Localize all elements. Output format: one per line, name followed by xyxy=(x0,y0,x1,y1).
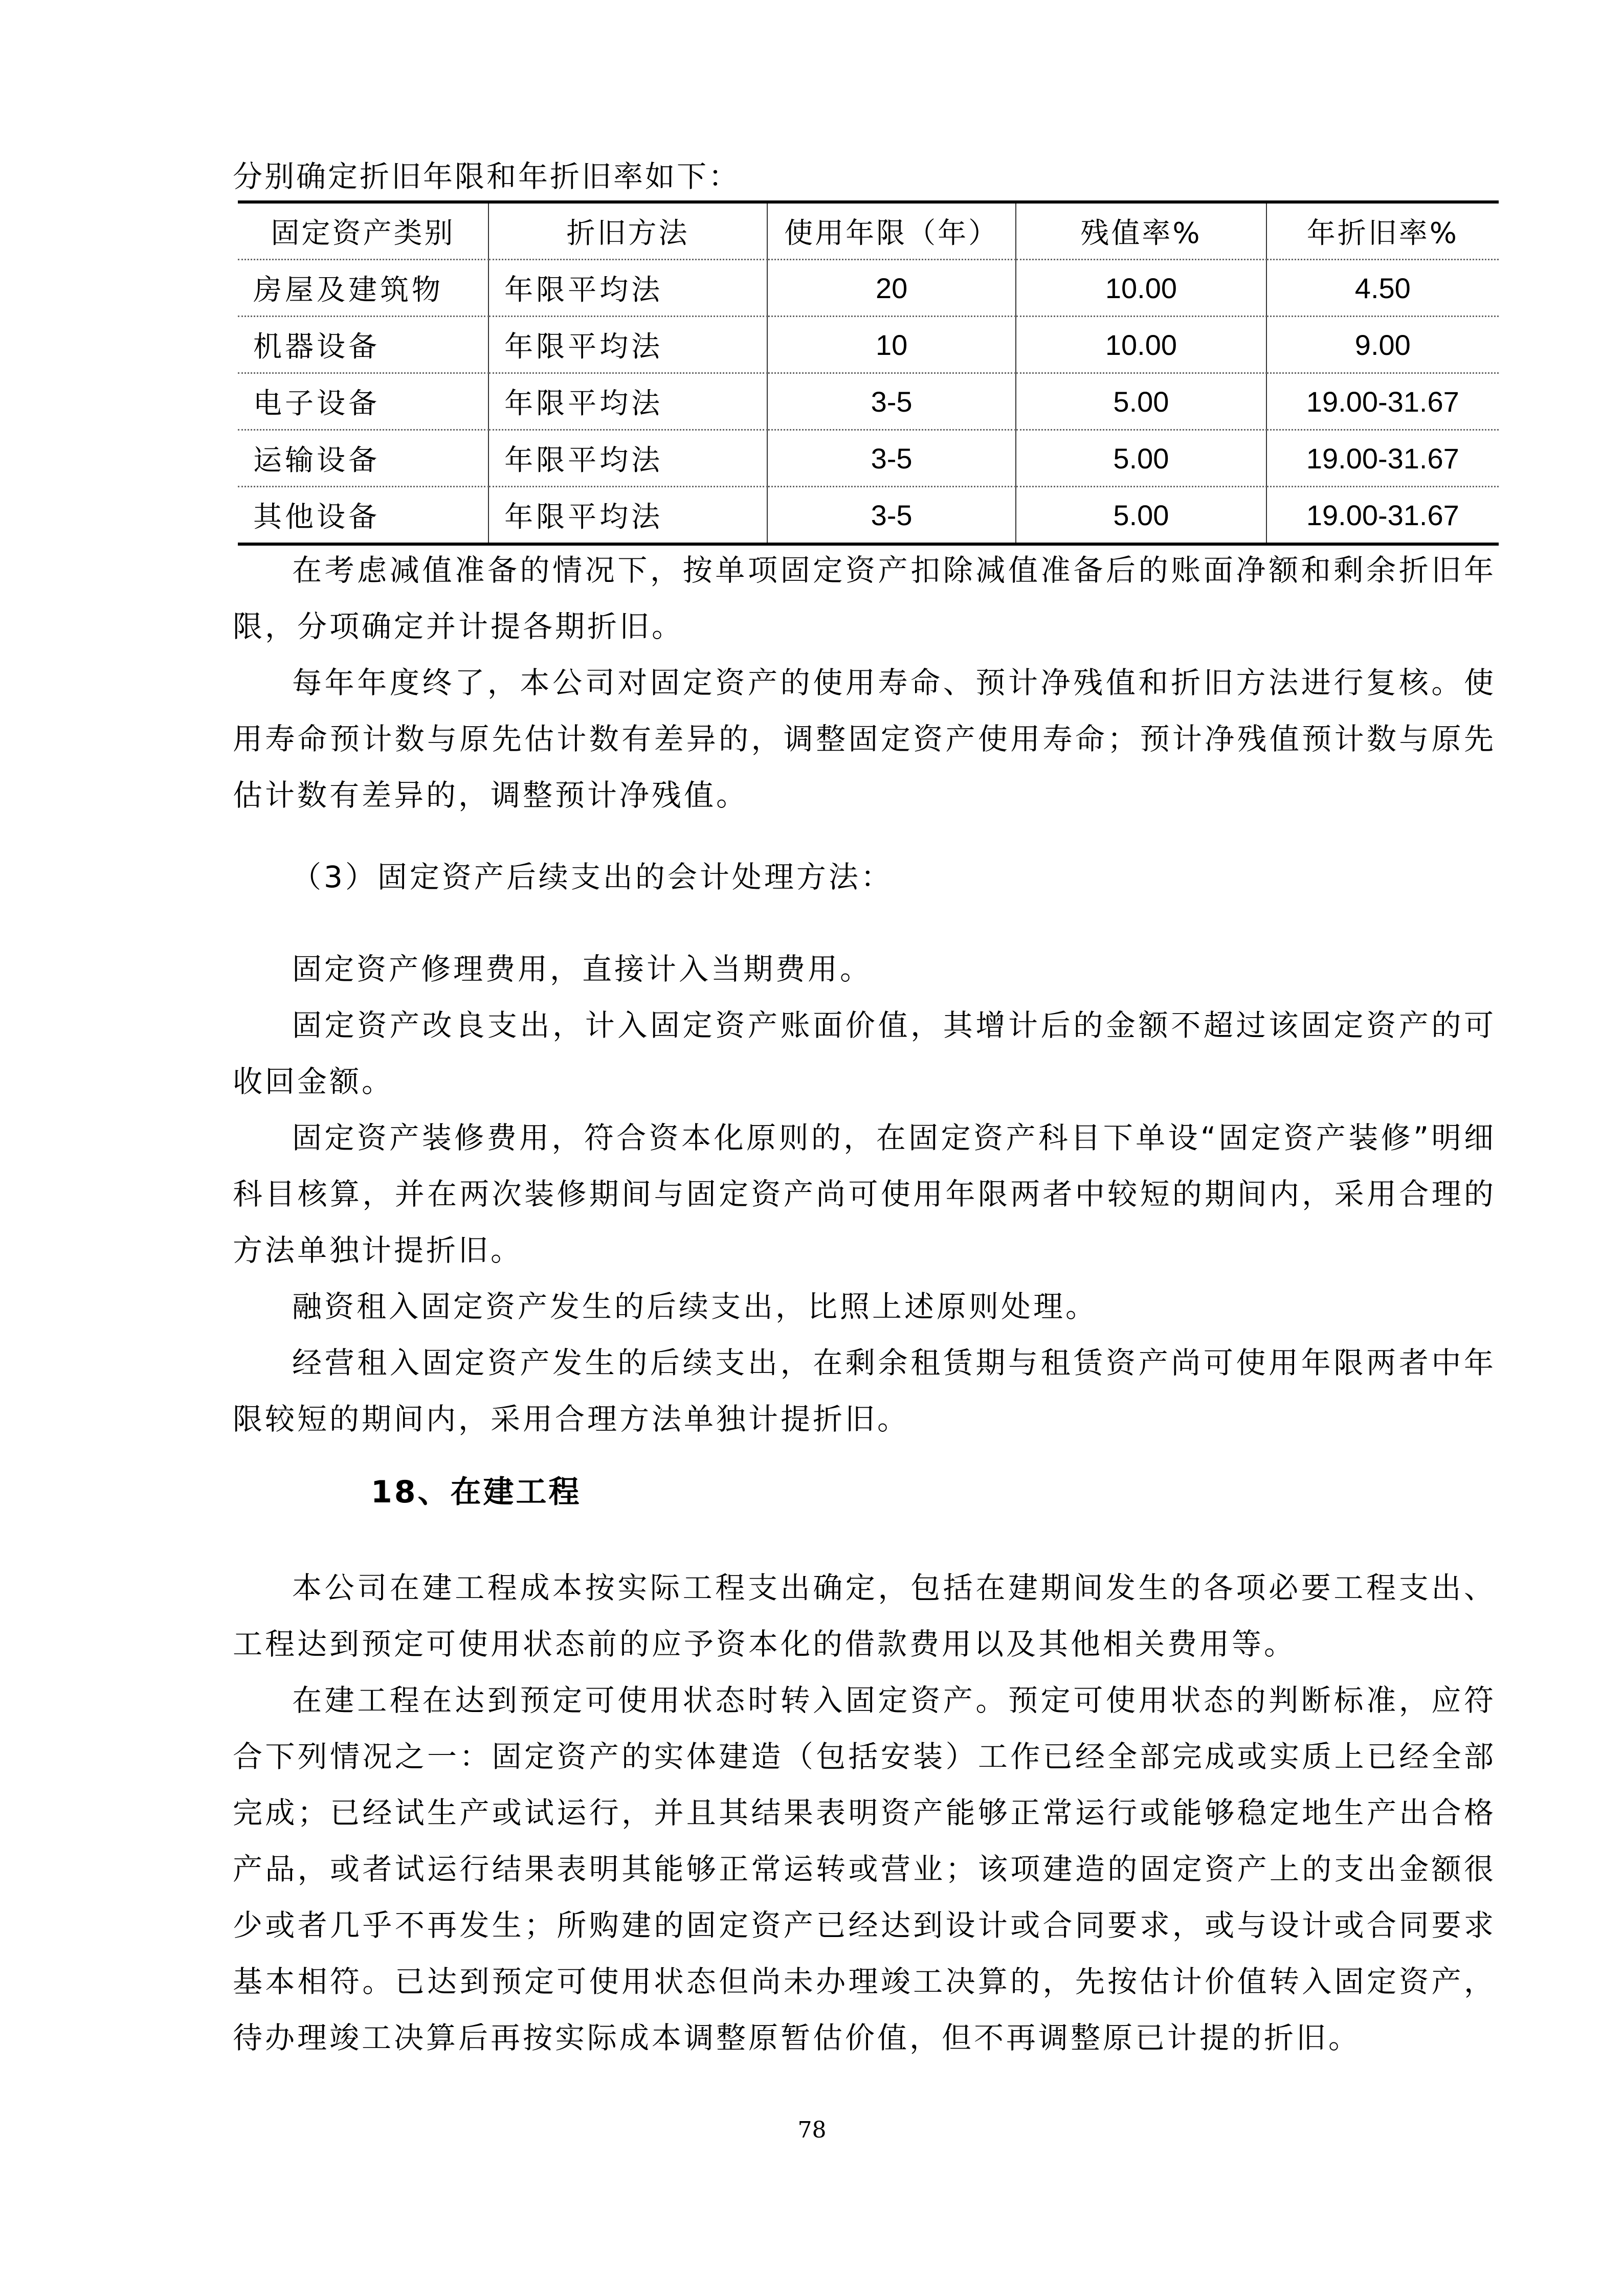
cell-useful-life: 20 xyxy=(767,260,1016,317)
paragraph-annual-review: 每年年度终了，本公司对固定资产的使用寿命、预计净残值和折旧方法进行复核。使用寿命预计数与原先估计数有差异的，调整固定资产使用寿命；预计净残值预计数与原先估计数有差异的，调整预计净残值。 xyxy=(233,665,1496,813)
table-intro: 分别确定折旧年限和年折旧率如下： xyxy=(233,159,741,194)
cell-category: 运输设备 xyxy=(238,430,488,487)
page-number: 78 xyxy=(797,2117,827,2143)
cell-method: 年限平均法 xyxy=(488,260,767,317)
cell-annual-rate: 4.50 xyxy=(1266,260,1499,317)
cell-residual-rate: 5.00 xyxy=(1016,430,1266,487)
cell-residual-rate: 10.00 xyxy=(1016,260,1266,317)
header-residual-rate: 残值率% xyxy=(1016,202,1266,260)
paragraph-operating-lease: 经营租入固定资产发生的后续支出，在剩余租赁期与租赁资产尚可使用年限两者中年限较短的期间内，采用合理方法单独计提折旧。 xyxy=(233,1345,1496,1436)
table-header-row xyxy=(238,202,1499,260)
section-heading: 18、在建工程 xyxy=(371,1474,582,1510)
cell-residual-rate: 10.00 xyxy=(1016,317,1266,373)
depreciation-table xyxy=(238,200,1499,546)
cell-method: 年限平均法 xyxy=(488,317,767,373)
paragraph-subsequent-heading: （3）固定资产后续支出的会计处理方法： xyxy=(292,860,893,894)
cell-category: 其他设备 xyxy=(238,487,488,545)
cell-method: 年限平均法 xyxy=(488,487,767,545)
cell-useful-life: 3-5 xyxy=(767,430,1016,487)
cell-residual-rate: 5.00 xyxy=(1016,487,1266,545)
cell-method: 年限平均法 xyxy=(488,373,767,430)
header-useful-life: 使用年限（年） xyxy=(767,202,1016,260)
paragraph-impairment: 在考虑减值准备的情况下，按单项固定资产扣除减值准备后的账面净额和剩余折旧年限，分项确定并计提各期折旧。 xyxy=(233,553,1496,644)
cell-annual-rate: 19.00-31.67 xyxy=(1266,373,1499,430)
cell-annual-rate: 19.00-31.67 xyxy=(1266,487,1499,545)
cell-useful-life: 3-5 xyxy=(767,373,1016,430)
table-row xyxy=(238,260,1499,317)
table-row xyxy=(238,317,1499,373)
cell-residual-rate: 5.00 xyxy=(1016,373,1266,430)
cell-useful-life: 3-5 xyxy=(767,487,1016,545)
table-row xyxy=(238,373,1499,430)
paragraph-finance-lease: 融资租入固定资产发生的后续支出，比照上述原则处理。 xyxy=(292,1289,1098,1324)
table-row xyxy=(238,487,1499,545)
cell-annual-rate: 19.00-31.67 xyxy=(1266,430,1499,487)
cell-annual-rate: 9.00 xyxy=(1266,317,1499,373)
cell-category: 房屋及建筑物 xyxy=(238,260,488,317)
cell-category: 电子设备 xyxy=(238,373,488,430)
header-category: 固定资产类别 xyxy=(238,202,488,260)
header-annual-rate: 年折旧率% xyxy=(1266,202,1499,260)
paragraph-improvement: 固定资产改良支出，计入固定资产账面价值，其增计后的金额不超过该固定资产的可收回金额。 xyxy=(233,1008,1496,1099)
paragraph-renovation: 固定资产装修费用，符合资本化原则的，在固定资产科目下单设“固定资产装修”明细科目核算，并在两次装修期间与固定资产尚可使用年限两者中较短的期间内，采用合理的方法单独计提折旧。 xyxy=(233,1120,1496,1268)
paragraph-construction-cost: 本公司在建工程成本按实际工程支出确定，包括在建期间发生的各项必要工程支出、工程达到预定可使用状态前的应予资本化的借款费用以及其他相关费用等。 xyxy=(233,1570,1496,1661)
table-row xyxy=(238,430,1499,487)
header-method: 折旧方法 xyxy=(488,202,767,260)
paragraph-repair: 固定资产修理费用，直接计入当期费用。 xyxy=(292,952,873,986)
cell-method: 年限平均法 xyxy=(488,430,767,487)
paragraph-construction-transfer: 在建工程在达到预定可使用状态时转入固定资产。预定可使用状态的判断标准，应符合下列情况之一：固定资产的实体建造（包括安装）工作已经全部完成或实质上已经全部完成；已经试生产或试运行，并且其结果表明资产能够正常运行或能够稳定地生产出合格产品，或者试运行结果表明其能够正常运转或营业；该项建造的固定资产上的支出金额很少或者几乎不再发生；所购建的固定资产已经达到设计或合同要求，或与设计或合同要求基本相符。已达到预定可使用状态但尚未办理竣工决算的，先按估计价值转入固定资产，待办理竣工决算后再按实际成本调整原暂估价值，但不再调整原已计提的折旧。 xyxy=(233,1683,1496,2055)
cell-useful-life: 10 xyxy=(767,317,1016,373)
cell-category: 机器设备 xyxy=(238,317,488,373)
